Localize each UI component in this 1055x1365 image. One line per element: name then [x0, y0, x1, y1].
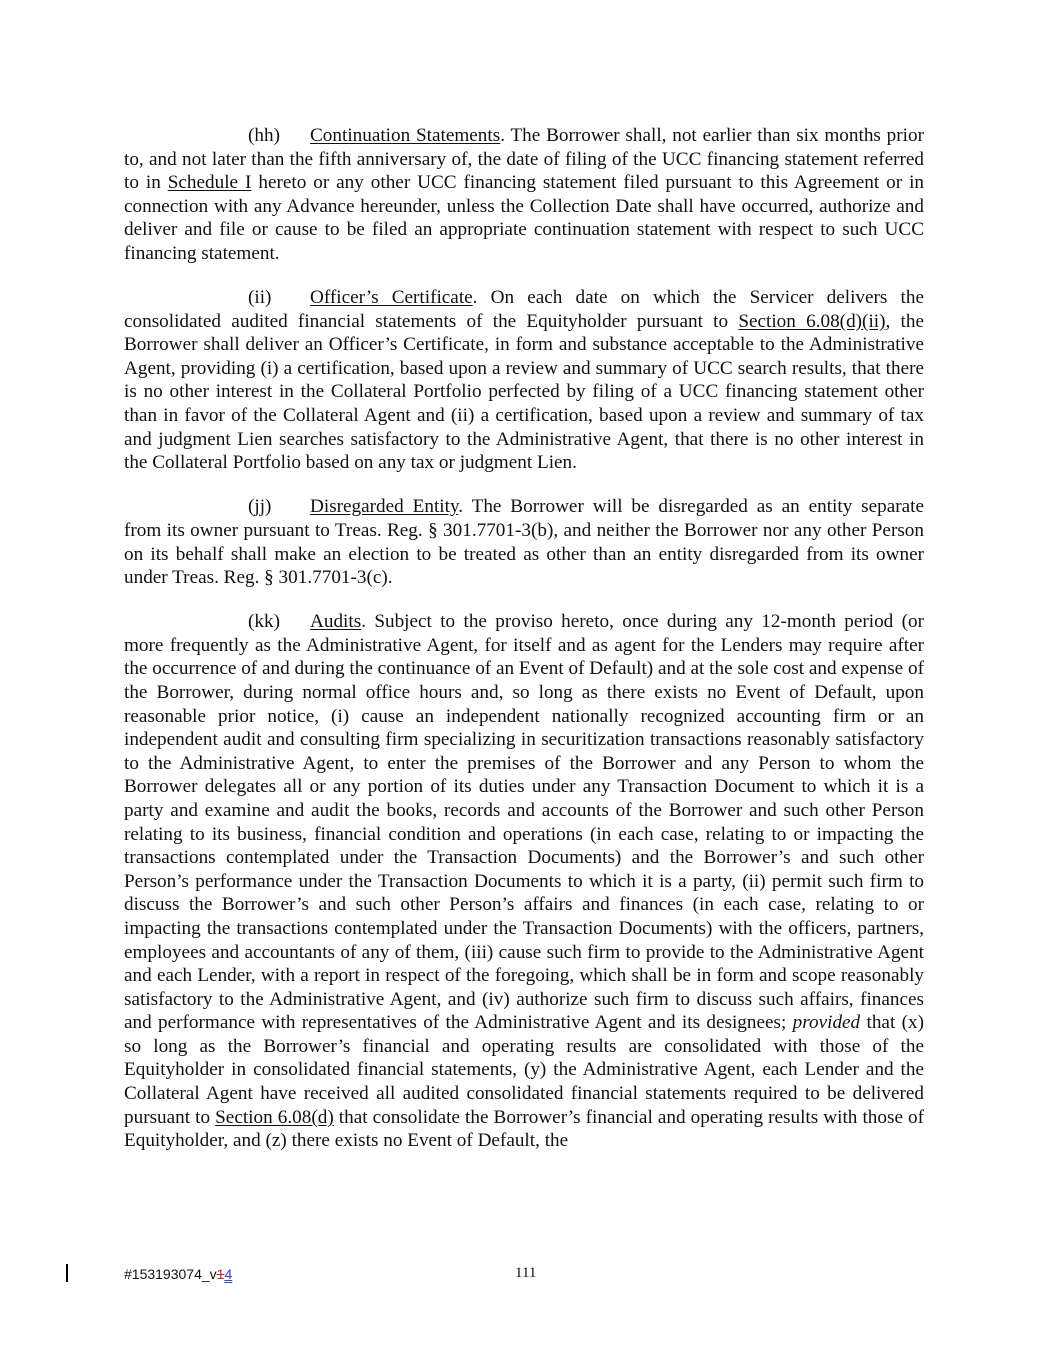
- cross-reference: Section 6.08(d)(ii): [738, 310, 886, 332]
- inserted-version: 4: [224, 1266, 233, 1282]
- section-text: , the Borrower shall deliver an Officer’s Certificate, in form and substance acceptable to the Administrative Agent, providing (i) a certification, based upon a review and summary of UCC search results, that there is no other interest in the Collateral Portfolio perfected by filing of a UCC financing statement other than in favor of the Collateral Agent and (ii) a certification, based upon a review and summary of tax and judgment Lien searches satisfactory to the Administrative Agent, that there is no other interest in the Collateral Portfolio based on any tax or judgment Lien.: [124, 310, 924, 474]
- section-number: (jj): [248, 496, 272, 518]
- section-text: . On each date on which the Servicer delivers the consolidated audited financial statements of the Equityholder pursuant to: [124, 287, 924, 332]
- document-page: [124, 124, 924, 1173]
- section-heading: Disregarded Entity: [310, 496, 459, 518]
- page-number: 111: [515, 1265, 537, 1281]
- deleted-version: 1: [216, 1266, 225, 1282]
- section-text: that consolidate the Borrower’s financial and operating results with those of Equityholder, and (z) there exists no Event of Default, the: [124, 1106, 925, 1152]
- section-number: (kk): [248, 611, 280, 633]
- cross-reference: Schedule I: [167, 172, 252, 194]
- section-text: that (x) so long as the Borrower’s financial and operating results are consolidated with those of the Equityholder in consolidated financial statements, (y) the Administrative Agent, each Lender and the Collateral Agent have received all audited consolidated financial statements required to be delivered pursuant to: [124, 1012, 924, 1128]
- section-jj: [124, 495, 924, 589]
- section-heading: Audits: [310, 611, 362, 633]
- proviso-italic: provided: [792, 1012, 861, 1034]
- section-number: (ii): [248, 287, 272, 309]
- cross-reference: Section 6.08(d): [215, 1106, 334, 1128]
- section-kk: [124, 610, 924, 1153]
- change-bar: [66, 1264, 68, 1282]
- section-text: . The Borrower will be disregarded as an entity separate from its owner pursuant to Treas. Reg. § 301.7701-3(b), and neither the Borrower nor any other Person on its behalf shall make an election to be treated as other than an entity disregarded from its owner under Treas. Reg. § 301.7701-3(c).: [124, 496, 925, 589]
- section-ii: [124, 286, 924, 475]
- section-text: . The Borrower shall, not earlier than six months prior to, and not later than the fifth anniversary of, the date of filing of the UCC financing statement referred to in: [124, 125, 924, 194]
- section-heading: Continuation Statements: [310, 125, 501, 146]
- section-number: (hh): [248, 125, 280, 146]
- section-heading: Officer’s Certificate: [310, 287, 473, 309]
- section-text: hereto or any other UCC financing statement filed pursuant to this Agreement or in connection with any Advance hereunder, unless the Collection Date shall have occurred, authorize and deliver and file or cause to be filed an appropriate continuation statement with respect to such UCC financing statement.: [124, 172, 924, 264]
- document-id: [124, 1266, 232, 1282]
- section-text: . Subject to the proviso hereto, once during any 12-month period (or more frequently as the Administrative Agent, for itself and as agent for the Lenders may require after the occurrence of and during the continuance of an Event of Default) and at the sole cost and expense of the Borrower, during normal office hours and, so long as there exists no Event of Default, upon reasonable prior notice, (i) cause an independent nationally recognized accounting firm or an independent audit and consulting firm specializing in securitization transactions reasonably satisfactory to the Administrative Agent, to enter the premises of the Borrower and any Person to whom the Borrower delegates all or any portion of its duties under any Transaction Document to which it is a party and examine and audit the books, records and accounts of the Borrower and such other Person relating to its business, financial condition and operations (in each case, relating to or impacting the transactions contemplated under the Transaction Documents) and the Borrower’s and such other Person’s performance under the Transaction Documents to which it is a party, (ii) permit such firm to discuss the Borrower’s and such other Person’s affairs and finances (in each case, relating to or impacting the transactions contemplated under the Transaction Documents) with the officers, partners, employees and accountants of any of them, (iii) cause such firm to provide to the Administrative Agent and each Lender, with a report in respect of the foregoing, which shall be in form and scope reasonably satisfactory to the Administrative Agent, and (iv) authorize such firm to discuss such affairs, finances and performance with representatives of the Administrative Agent and its designees;: [124, 611, 924, 1034]
- section-hh: [124, 124, 924, 266]
- doc-id-prefix: #153193074_v: [124, 1266, 217, 1282]
